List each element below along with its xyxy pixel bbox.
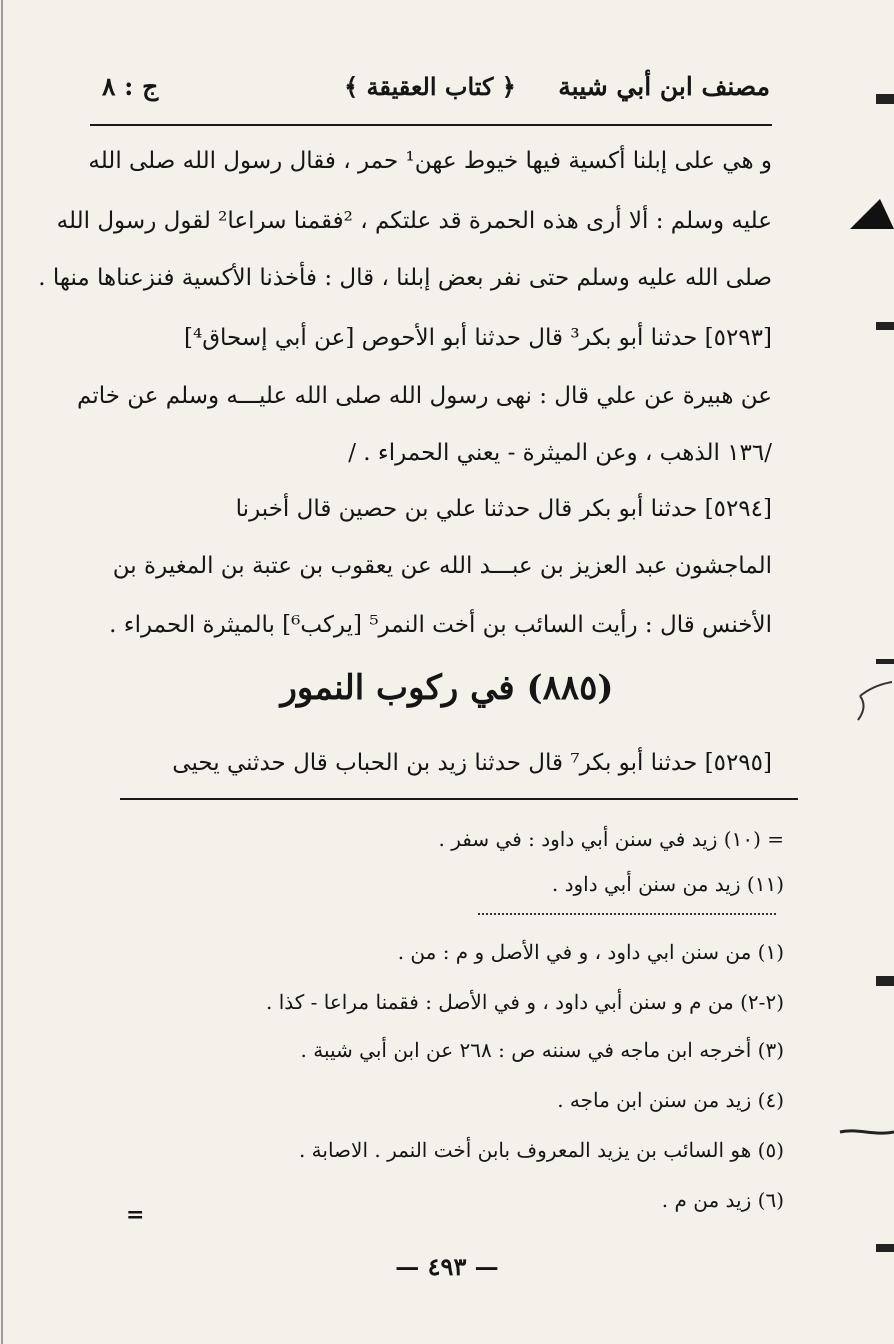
scan-edge-line — [0, 0, 6, 1344]
text-line-7: [٥٢٩٤] حدثنا أبو بكر قال حدثنا علي بن حصين قال أخبرنا — [235, 496, 772, 522]
text-line-9: الأخنس قال : رأيت السائب بن أخت النمر⁵ [يركب⁶] بالميثرة الحمراء . — [109, 612, 772, 638]
text-line-5: عن هبيرة عن علي قال : نهى رسول الله صلى الله عليـــه وسلم عن خاتم — [77, 383, 772, 409]
scan-artifact-mark — [874, 318, 894, 334]
text-line-3: صلى الله عليه وسلم حتى نفر بعض إبلنا ، قال : فأخذنا الأكسية فنزعناها منها . — [38, 265, 772, 291]
footnote-6: (٦) زيد من م . — [661, 1188, 784, 1212]
running-header — [90, 62, 770, 122]
footnote-2: (٢-٢) من م و سنن أبي داود ، و في الأصل : فقمنا مراعا - كذا . — [266, 990, 784, 1014]
scan-artifact-mark — [872, 90, 894, 110]
footnote-upper-1: = (١٠) زيد في سنن أبي داود : في سفر . — [438, 827, 784, 851]
text-line-6: /١٣٦ الذهب ، وعن الميثرة - يعني الحمراء . / — [348, 440, 772, 466]
footnote-rule — [120, 798, 798, 800]
chapter-title: ﴿ كتاب العقيقة ﴾ — [344, 72, 516, 101]
footnote-3: (٣) أخرجه ابن ماجه في سننه ص : ٢٦٨ عن ابن أبي شيبة . — [300, 1038, 784, 1062]
volume-number: ج : ٨ — [102, 72, 159, 101]
triangle-marker-icon — [846, 195, 894, 235]
book-title: مصنف ابن أبي شيبة — [558, 72, 770, 101]
text-line-1: و هي على إبلنا أكسية فيها خيوط عهن¹ حمر ، فقال رسول الله صلى الله — [88, 148, 772, 174]
footnote-upper-2: (١١) زيد من سنن أبي داود . — [551, 872, 784, 896]
scan-artifact-mark — [838, 1120, 894, 1144]
footnote-4: (٤) زيد من سنن ابن ماجه . — [557, 1088, 784, 1112]
scan-artifact-mark — [874, 656, 894, 668]
continuation-mark: = — [126, 1202, 145, 1228]
footnote-separator — [478, 913, 776, 919]
footnote-5: (٥) هو السائب بن يزيد المعروف بابن أخت النمر . الاصابة . — [298, 1138, 784, 1162]
text-line-4: [٥٢٩٣] حدثنا أبو بكر³ قال حدثنا أبو الأحوص [عن أبي إسحاق⁴] — [183, 325, 772, 351]
footnote-1: (١) من سنن ابي داود ، و في الأصل و م : من . — [397, 940, 784, 964]
scan-artifact-mark — [874, 972, 894, 990]
page-number: — ٤٩٣ — — [395, 1252, 499, 1281]
text-line-2: عليه وسلم : ألا أرى هذه الحمرة قد علتكم ، ²فقمنا سراعا² لقول رسول الله — [56, 208, 772, 234]
text-line-10: [٥٢٩٥] حدثنا أبو بكر⁷ قال حدثنا زيد بن الحباب قال حدثني يحيى — [172, 750, 772, 776]
section-heading: (٨٨٥) في ركوب النمور — [280, 668, 614, 708]
scan-artifact-mark — [852, 676, 894, 724]
text-line-8: الماجشون عبد العزيز بن عبـــد الله عن يعقوب بن عتبة بن المغيرة بن — [112, 553, 772, 579]
header-rule — [90, 124, 772, 126]
scan-artifact-mark — [874, 1240, 894, 1256]
